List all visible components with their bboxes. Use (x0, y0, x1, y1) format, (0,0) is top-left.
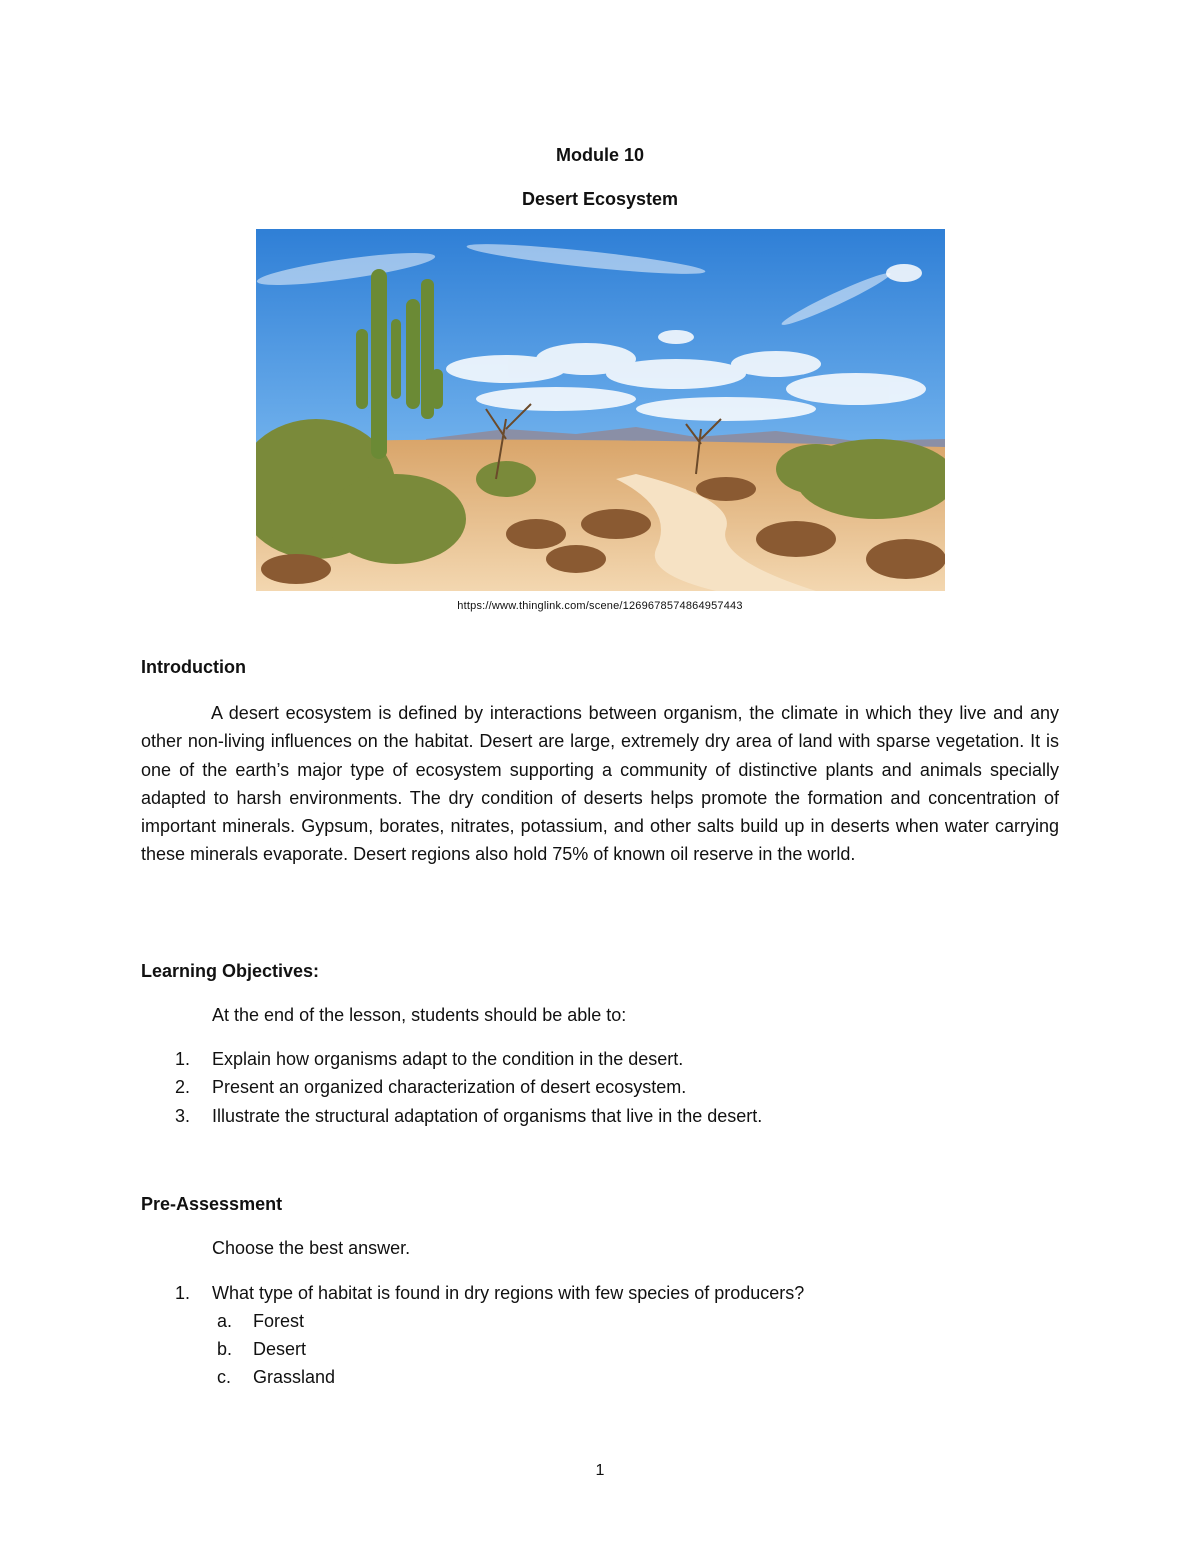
option-letter: a. (217, 1311, 233, 1331)
objective-text: Present an organized characterization of desert ecosystem. (212, 1077, 687, 1097)
objective-number: 1. (175, 1049, 191, 1069)
option-text: Desert (253, 1339, 307, 1359)
objective-text: Explain how organisms adapt to the condition in the desert. (212, 1049, 684, 1069)
introduction-paragraph: A desert ecosystem is defined by interactions between organism, the climate in which they live and any other non-living influences on the habitat. Desert are large, extremely dry area of land with sparse vegetation. It is one of the earth’s major type of ecosystem supporting a community of distinctive plants and animals specially adapted to harsh environments. The dry condition of deserts helps promote the formation and concentration of important minerals. Gypsum, borates, nitrates, potassium, and other salts build up in deserts when water carrying these minerals evaporate. Desert regions also hold 75% of known oil reserve in the world. (141, 703, 1059, 865)
option-letter: c. (217, 1367, 232, 1387)
objective-number: 3. (175, 1106, 191, 1126)
preassessment-heading: Pre-Assessment (141, 1194, 283, 1214)
preassessment-instruction: Choose the best answer. (212, 1238, 411, 1258)
objectives-intro: At the end of the lesson, students should be able to: (212, 1005, 627, 1025)
image-caption: https://www.thinglink.com/scene/1269678574864957443 (457, 600, 743, 612)
desert-photo (256, 229, 945, 591)
objective-number: 2. (175, 1077, 191, 1097)
objectives-heading: Learning Objectives: (141, 961, 320, 981)
option-text: Grassland (253, 1367, 336, 1387)
page-number: 1 (595, 1462, 605, 1479)
page-title: Desert Ecosystem (521, 189, 679, 209)
objective-text: Illustrate the structural adaptation of organisms that live in the desert. (212, 1106, 763, 1126)
question-text: What type of habitat is found in dry regions with few species of producers? (212, 1283, 805, 1303)
option-text: Forest (253, 1311, 305, 1331)
question-number: 1. (175, 1283, 191, 1303)
option-letter: b. (217, 1339, 233, 1359)
introduction-heading: Introduction (141, 657, 246, 677)
module-label: Module 10 (555, 145, 644, 165)
